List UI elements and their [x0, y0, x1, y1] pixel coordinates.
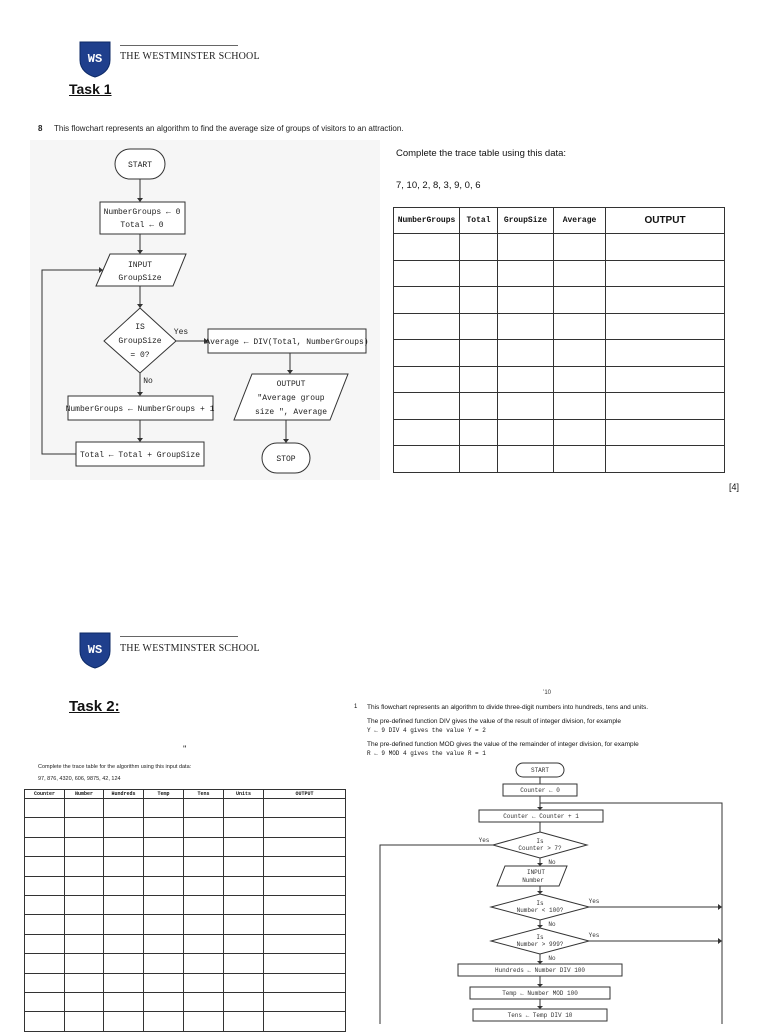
- table-row: [25, 837, 346, 856]
- fc2-counter-init-text: Counter ← 0: [520, 787, 560, 794]
- task2-instruction: Complete the trace table for the algorithm using this input data:: [38, 764, 192, 770]
- t2-header-units: Units: [224, 790, 264, 799]
- t1-header-output: OUTPUT: [606, 208, 725, 234]
- fc1-output-text-1: OUTPUT: [276, 380, 306, 389]
- table-row: [394, 393, 725, 420]
- fc2-d2-text-2: Number < 100?: [516, 907, 564, 914]
- fc2-d1-yes: Yes: [478, 837, 490, 844]
- task1-data: 7, 10, 2, 8, 3, 9, 0, 6: [396, 180, 481, 191]
- task2-div-line-1: The pre-defined function DIV gives the value of the result of integer division, for example: [367, 718, 622, 725]
- table-row: [394, 419, 725, 446]
- fc2-hundreds-text: Hundreds ← Number DIV 100: [494, 967, 586, 974]
- fc1-input-text-2: GroupSize: [118, 274, 162, 283]
- fc1-output-text-2: "Average group: [257, 394, 325, 403]
- fc1-init-text-1: NumberGroups ← 0: [103, 208, 181, 217]
- task2-table-header-row: [25, 790, 346, 799]
- t2-header-number: Number: [65, 790, 104, 799]
- table-row: [25, 934, 346, 953]
- fc1-stop-text: STOP: [276, 455, 296, 464]
- t1-header-average: Average: [554, 208, 606, 234]
- table-row: [394, 234, 725, 261]
- crest-text: WS: [87, 52, 103, 66]
- fc2-counter-inc-text: Counter ← Counter + 1: [503, 813, 579, 820]
- fc2-tens-text: Tens ← Temp DIV 10: [507, 1012, 573, 1019]
- task1-instruction: Complete the trace table using this data:: [396, 148, 567, 159]
- fc2-start-text: START: [530, 767, 550, 774]
- t2-header-counter: Counter: [25, 790, 65, 799]
- task2-flowchart: [376, 758, 728, 1024]
- t1-header-numbergroups: NumberGroups: [394, 208, 460, 234]
- fc2-d2-no: No: [548, 921, 556, 928]
- table-row: [25, 1012, 346, 1031]
- fc1-decision-text-3: = 0?: [130, 351, 150, 360]
- table-row: [394, 313, 725, 340]
- task2-question-number: 1: [354, 704, 358, 710]
- fc1-total-text: Total ← Total + GroupSize: [79, 451, 201, 460]
- fc1-input-text-1: INPUT: [127, 261, 153, 270]
- t2-header-hundreds: Hundreds: [104, 790, 144, 799]
- t1-header-groupsize: GroupSize: [498, 208, 554, 234]
- task2-intro: This flowchart represents an algorithm to divide three-digit numbers into hundreds, tens and units.: [367, 704, 649, 711]
- school-crest-icon: [78, 40, 112, 78]
- table-row: [25, 799, 346, 818]
- task2-data: 97, 876, 4320, 606, 9875, 42, 124: [38, 776, 121, 782]
- task1-question-number: 8: [38, 124, 43, 133]
- table-row: [394, 340, 725, 367]
- fc2-input-text-1: INPUT: [526, 869, 546, 876]
- fc1-increment-text: NumberGroups ← NumberGroups + 1: [65, 405, 215, 414]
- fc1-no-label: No: [143, 377, 153, 386]
- school-name: THE WESTMINSTER SCHOOL: [120, 51, 260, 62]
- fc2-d1-text-2: Counter > 7?: [518, 845, 562, 852]
- task1-table-header-row: [394, 208, 725, 234]
- fc2-input-text-2: Number: [522, 877, 544, 884]
- fc2-temp-text: Temp ← Number MOD 100: [502, 990, 578, 997]
- task2-mod-line-2: R ← 9 MOD 4 gives the value R = 1: [367, 750, 486, 757]
- task1-trace-table: [393, 207, 725, 473]
- task2-trace-table: [24, 789, 346, 1032]
- fc1-decision-text-1: IS: [135, 323, 145, 332]
- fc2-d3-no: No: [548, 955, 556, 962]
- table-row: [25, 973, 346, 992]
- school-name-rule: [120, 636, 238, 641]
- fc2-d1-no: No: [548, 859, 556, 866]
- table-row: [25, 818, 346, 837]
- task1-flowchart: [30, 140, 380, 480]
- fc1-average-text: Average ← DIV(Total, NumberGroups): [205, 338, 369, 347]
- task1-marks: [4]: [729, 482, 740, 492]
- t2-header-tens: Tens: [184, 790, 224, 799]
- fc1-output-text-3: size ", Average: [254, 408, 328, 417]
- fc2-d2-yes: Yes: [588, 898, 600, 905]
- table-row: [25, 895, 346, 914]
- table-row: [25, 915, 346, 934]
- task2-title: Task 2:: [69, 698, 120, 715]
- school-crest-icon: [78, 631, 112, 669]
- task2-div-line-2: Y ← 9 DIV 4 gives the value Y = 2: [367, 727, 486, 734]
- table-row: [394, 260, 725, 287]
- fc2-d2-text-1: Is: [536, 900, 544, 907]
- task1-title: Task 1: [69, 81, 112, 97]
- task1-question-text: This flowchart represents an algorithm to find the average size of groups of visitors to an attraction.: [54, 124, 404, 133]
- table-row: [25, 857, 346, 876]
- t2-header-temp: Temp: [144, 790, 184, 799]
- fc1-yes-label: Yes: [173, 328, 189, 337]
- t2-header-output: OUTPUT: [264, 790, 346, 799]
- table-row: [25, 876, 346, 895]
- fc2-d1-text-1: Is: [536, 838, 544, 845]
- table-row: [394, 366, 725, 393]
- fc2-d3-text-1: Is: [536, 934, 544, 941]
- task2-mod-line-1: The pre-defined function MOD gives the value of the remainder of integer division, for example: [367, 741, 639, 748]
- table-row: [25, 954, 346, 973]
- table-row: [394, 446, 725, 473]
- fc1-decision-text-2: GroupSize: [118, 337, 162, 346]
- table-row: [394, 287, 725, 314]
- fc1-start-text: START: [127, 161, 153, 170]
- task2-stray-mark: '': [183, 744, 187, 754]
- task2-page-mark: ’10: [543, 690, 552, 696]
- table-row: [25, 992, 346, 1011]
- crest-text: WS: [87, 643, 103, 657]
- fc2-d3-yes: Yes: [588, 932, 600, 939]
- fc2-d3-text-2: Number > 999?: [516, 941, 564, 948]
- school-name: THE WESTMINSTER SCHOOL: [120, 643, 260, 654]
- fc1-init-text-2: Total ← 0: [120, 221, 164, 230]
- school-name-rule: [120, 45, 238, 50]
- t1-header-total: Total: [460, 208, 498, 234]
